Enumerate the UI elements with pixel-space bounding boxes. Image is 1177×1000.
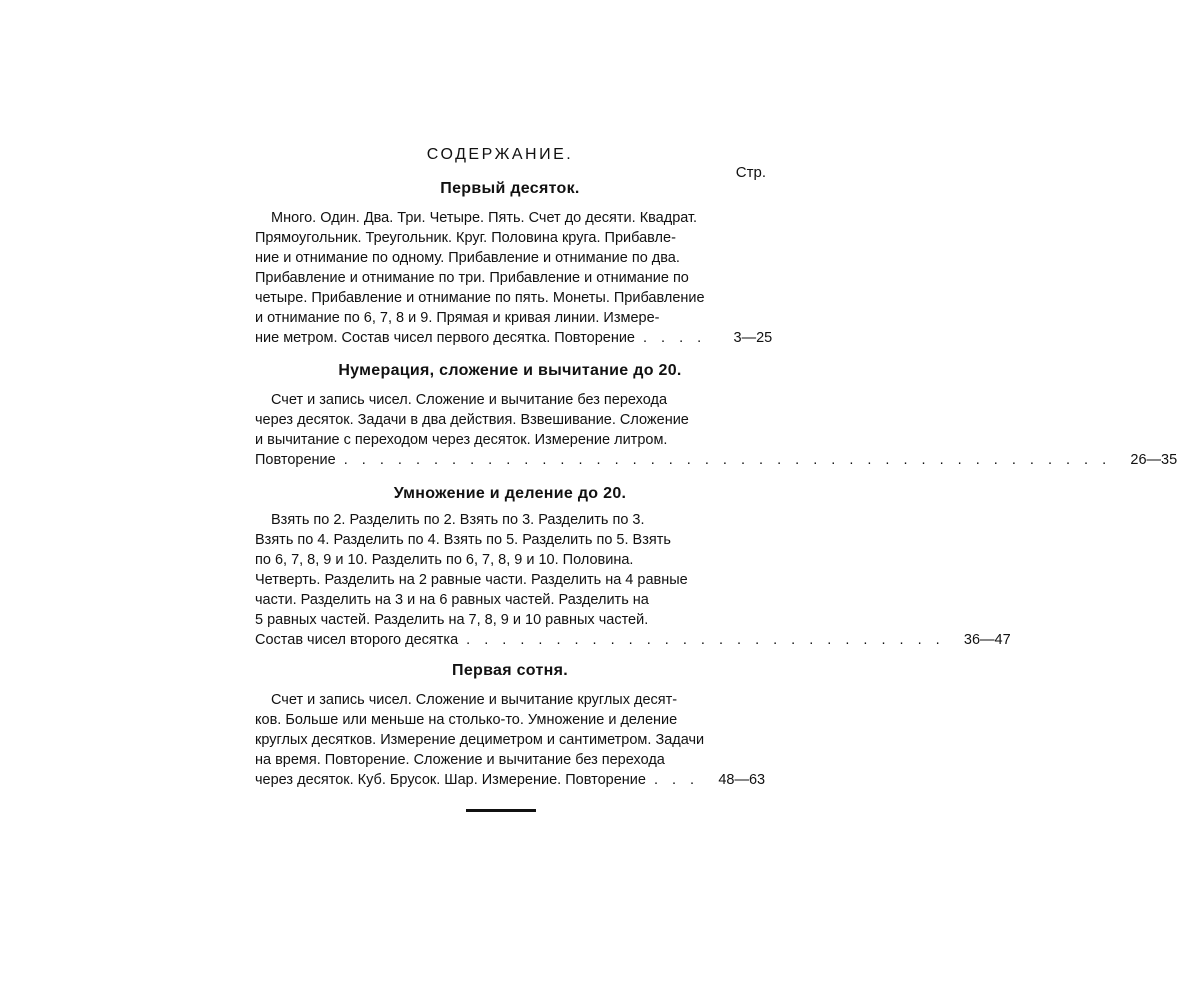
- dot-leader: . . . . . . . . . . . . . . . . . . . . . . . . . . .: [466, 632, 945, 648]
- section-description: [255, 390, 1177, 470]
- description-line: Состав чисел второго десятка: [255, 632, 459, 648]
- description-line: Повторение: [255, 452, 336, 468]
- description-line: и вычитание с переходом через десяток. Измерение литром.: [255, 432, 668, 448]
- description-last-line: [255, 450, 1177, 470]
- description-line: Много. Один. Два. Три. Четыре. Пять. Счет до десяти. Квадрат.: [271, 210, 698, 226]
- description-line: ние и отнимание по одному. Прибавление и отнимание по два.: [255, 250, 680, 266]
- description-line: Четверть. Разделить на 2 равные части. Разделить на 4 равные: [255, 572, 688, 588]
- section-heading: Нумерация, сложение и вычитание до 20.: [338, 362, 682, 379]
- description-last-line: [255, 770, 765, 790]
- description-line: Взять по 4. Разделить по 4. Взять по 5. Разделить по 5. Взять: [255, 532, 671, 548]
- section-heading: Умножение и деление до 20.: [393, 485, 627, 502]
- description-line: через десяток. Куб. Брусок. Шар. Измерение. Повторение: [255, 772, 646, 788]
- closing-rule: [466, 809, 536, 812]
- description-line: на время. Повторение. Сложение и вычитание без перехода: [255, 752, 665, 768]
- section-description: [255, 510, 1011, 650]
- page-range: 36—47: [963, 632, 1011, 648]
- description-line: Прямоугольник. Треугольник. Круг. Половина круга. Прибавле-: [255, 230, 676, 246]
- section-description: [255, 690, 765, 790]
- description-line: части. Разделить на 3 и на 6 равных частей. Разделить на: [255, 592, 649, 608]
- description-line: ков. Больше или меньше на столько-то. Умножение и деление: [255, 712, 678, 728]
- description-line: четыре. Прибавление и отнимание по пять. Монеты. Прибавление: [255, 290, 705, 306]
- description-line: Взять по 2. Разделить по 2. Взять по 3. Разделить по 3.: [271, 512, 645, 528]
- description-line: и отнимание по 6, 7, 8 и 9. Прямая и кривая линии. Измере-: [255, 310, 660, 326]
- page-range: 48—63: [718, 772, 766, 788]
- section-description: [255, 208, 773, 348]
- description-line: круглых десятков. Измерение дециметром и сантиметром. Задачи: [255, 732, 705, 748]
- dot-leader: . . .: [653, 772, 700, 788]
- dot-leader: . . . . . . . . . . . . . . . . . . . . . . . . . . . . . . . . . . . . . . . . . . .: [343, 452, 1112, 468]
- page-range: 3—25: [733, 330, 773, 346]
- description-line: ние метром. Состав чисел первого десятка. Повторение: [255, 330, 635, 346]
- section-heading: Первая сотня.: [452, 662, 568, 679]
- page-column-label: Стр.: [735, 164, 766, 181]
- description-line: через десяток. Задачи в два действия. Взвешивание. Сложение: [255, 412, 689, 428]
- description-line: 5 равных частей. Разделить на 7, 8, 9 и 10 равных частей.: [255, 612, 649, 628]
- description-last-line: [255, 328, 773, 348]
- description-line: Счет и запись чисел. Сложение и вычитание без перехода: [271, 392, 668, 408]
- contents-title: СОДЕРЖАНИЕ.: [426, 146, 574, 163]
- page-range: 26—35: [1130, 452, 1177, 468]
- description-line: по 6, 7, 8, 9 и 10. Разделить по 6, 7, 8, 9 и 10. Половина.: [255, 552, 634, 568]
- description-line: Счет и запись чисел. Сложение и вычитание круглых десят-: [271, 692, 678, 708]
- description-line: Прибавление и отнимание по три. Прибавление и отнимание по: [255, 270, 689, 286]
- section-heading: Первый десяток.: [440, 180, 580, 197]
- dot-leader: . . . .: [643, 330, 707, 346]
- description-last-line: [255, 630, 1011, 650]
